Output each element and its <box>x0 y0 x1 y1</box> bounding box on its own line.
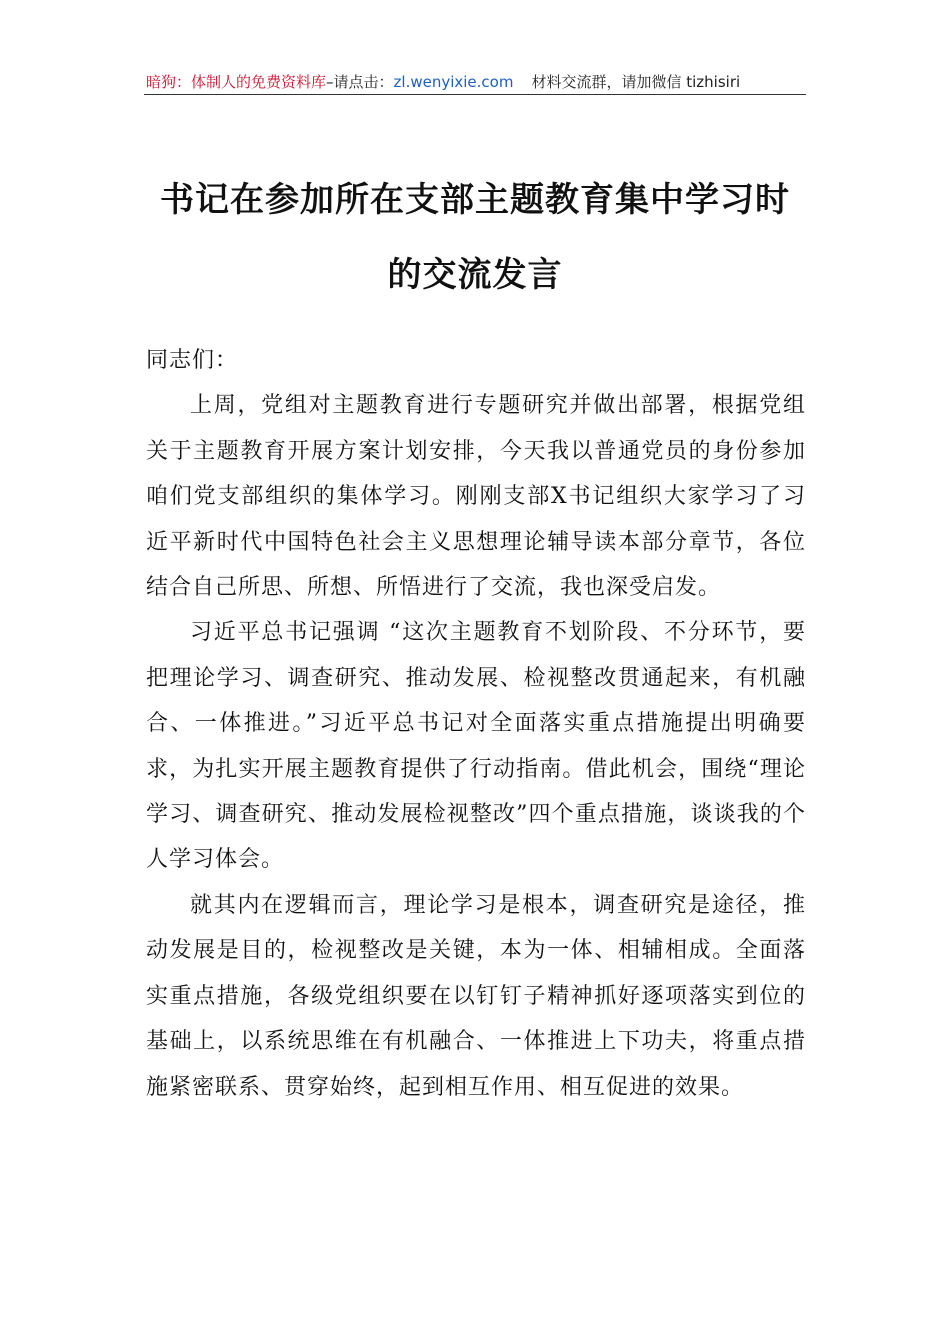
header-link[interactable]: zl.wenyixie.com <box>393 73 514 91</box>
paragraph-1: 上周，党组对主题教育进行专题研究并做出部署，根据党组关于主题教育开展方案计划安排，今天我以普通党员的身份参加咱们党支部组织的集体学习。刚刚支部X书记组织大家学习了习近平新时代中国特色社会主义思想理论辅导读本部分章节，各位结合自己所思、所想、所悟进行了交流，我也深受启发。 <box>146 393 806 601</box>
document-title-line-2: 的交流发言 <box>387 255 563 295</box>
paragraph-3: 就其内在逻辑而言，理论学习是根本，调查研究是途径，推动发展是目的，检视整改是关键，本为一体、相辅相成。全面落实重点措施，各级党组织要在以钉钉子精神抓好逐项落实到位的基础上，以系统思维在有机融合、一体推进上下功夫，将重点措施紧密联系、贯穿始终，起到相互作用、相互促进的效果。 <box>146 892 806 1100</box>
header-divider <box>144 94 806 95</box>
document-header <box>146 70 806 94</box>
document-title-line-1: 书记在参加所在支部主题教育集中学习时 <box>160 180 790 220</box>
salutation: 同志们： <box>146 348 239 373</box>
document-body <box>146 338 806 1110</box>
header-prompt: –请点击： <box>326 73 394 91</box>
paragraph-2: 习近平总书记强调 “这次主题教育不划阶段、不分环节，要把理论学习、调查研究、推动发展、检视整改贯通起来，有机融合、一体推进。”习近平总书记对全面落实重点措施提出明确要求，为扎实开展主题教育提供了行动指南。借此机会，围绕“理论学习、调查研究、推动发展检视整改”四个重点措施，谈谈我的个人学习体会。 <box>146 620 806 873</box>
header-wechat-note: 材料交流群，请加微信 tizhisiri <box>531 73 741 91</box>
header-brand: 暗狗：体制人的免费资料库 <box>146 73 327 91</box>
